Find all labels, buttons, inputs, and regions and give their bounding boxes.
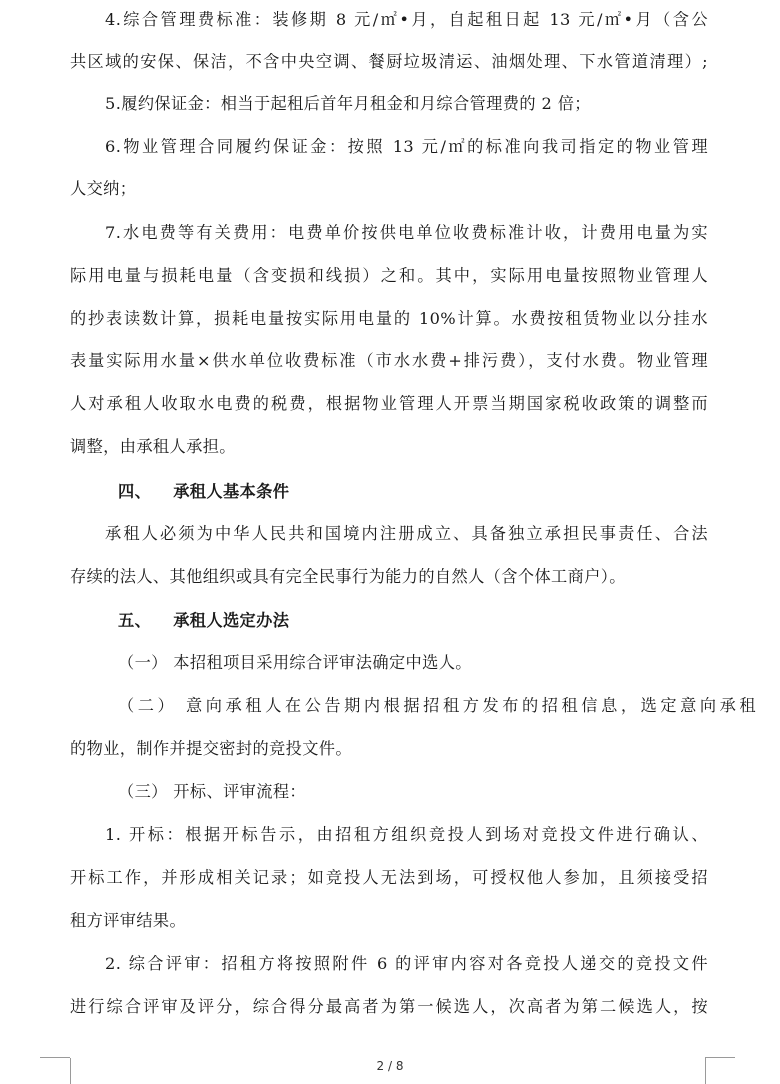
step-2-line-1: 2. 综合评审：招租方将按照附件 6 的评审内容对各竞投人递交的竞投文件 [105, 954, 708, 973]
clause-7-line-5: 人对承租人收取水电费的税费，根据物业管理人开票当期国家税收政策的调整而 [70, 394, 708, 413]
step-1-line-1: 1. 开标：根据开标告示，由招租方组织竞投人到场对竞投文件进行确认、 [105, 825, 708, 844]
clause-7-line-3: 的抄表读数计算，损耗电量按实际用电量的 10%计算。水费按租赁物业以分挂水 [70, 309, 708, 328]
section-5-heading [118, 607, 756, 635]
crop-mark-bottom-right-horizontal [705, 1057, 735, 1058]
section-5-number: 五、 [118, 611, 152, 630]
item-1-line-1: （一） 本招租项目采用综合评审法确定中选人。 [118, 653, 472, 672]
page-number: 2 / 8 [376, 1059, 404, 1073]
clause-7-line-4: 表量实际用水量×供水单位收费标准（市水水费+排污费），支付水费。物业管理 [70, 351, 708, 370]
clause-4-line-1: 4.综合管理费标准：装修期 8 元/㎡•月，自起租日起 13 元/㎡•月（含公 [105, 10, 708, 29]
clause-7-line-2: 际用电量与损耗电量（含变损和线损）之和。其中，实际用电量按照物业管理人 [70, 266, 708, 285]
step-2-line-2: 进行综合评审及评分，综合得分最高者为第一候选人，次高者为第二候选人，按 [70, 997, 708, 1016]
section-4-title: 承租人基本条件 [173, 482, 290, 501]
crop-mark-bottom-left-horizontal [40, 1057, 70, 1058]
clause-6-line-2: 人交纳； [70, 179, 137, 198]
section-4-para-line-2: 存续的法人、其他组织或具有完全民事行为能力的自然人（含个体工商户）。 [70, 567, 626, 586]
clause-6-line-1: 6.物业管理合同履约保证金：按照 13 元/㎡的标准向我司指定的物业管理 [105, 137, 708, 156]
clause-7-line-6: 调整，由承租人承担。 [70, 437, 236, 456]
clause-5-line-1: 5.履约保证金：相当于起租后首年月租金和月综合管理费的 2 倍； [105, 94, 591, 113]
section-5-title: 承租人选定办法 [173, 611, 290, 630]
clause-4-line-2: 共区域的安保、保洁，不含中央空调、餐厨垃圾清运、油烟处理、下水管道清理）; [70, 52, 708, 71]
step-1-line-3: 租方评审结果。 [70, 911, 187, 930]
clause-7-line-1: 7.水电费等有关费用：电费单价按供电单位收费标准计收，计费用电量为实 [105, 223, 708, 242]
section-4-para-line-1: 承租人必须为中华人民共和国境内注册成立、具备独立承担民事责任、合法 [105, 524, 708, 543]
section-4-number: 四、 [118, 482, 152, 501]
step-1-line-2: 开标工作，并形成相关记录；如竞投人无法到场，可授权他人参加，且须接受招 [70, 868, 708, 887]
item-3-line-1: （三） 开标、评审流程： [118, 782, 307, 801]
section-4-heading [118, 478, 756, 506]
item-2-line-1: （二） 意向承租人在公告期内根据招租方发布的招租信息，选定意向承租 [118, 696, 756, 715]
item-2-line-2: 的物业，制作并提交密封的竞投文件。 [70, 739, 352, 758]
